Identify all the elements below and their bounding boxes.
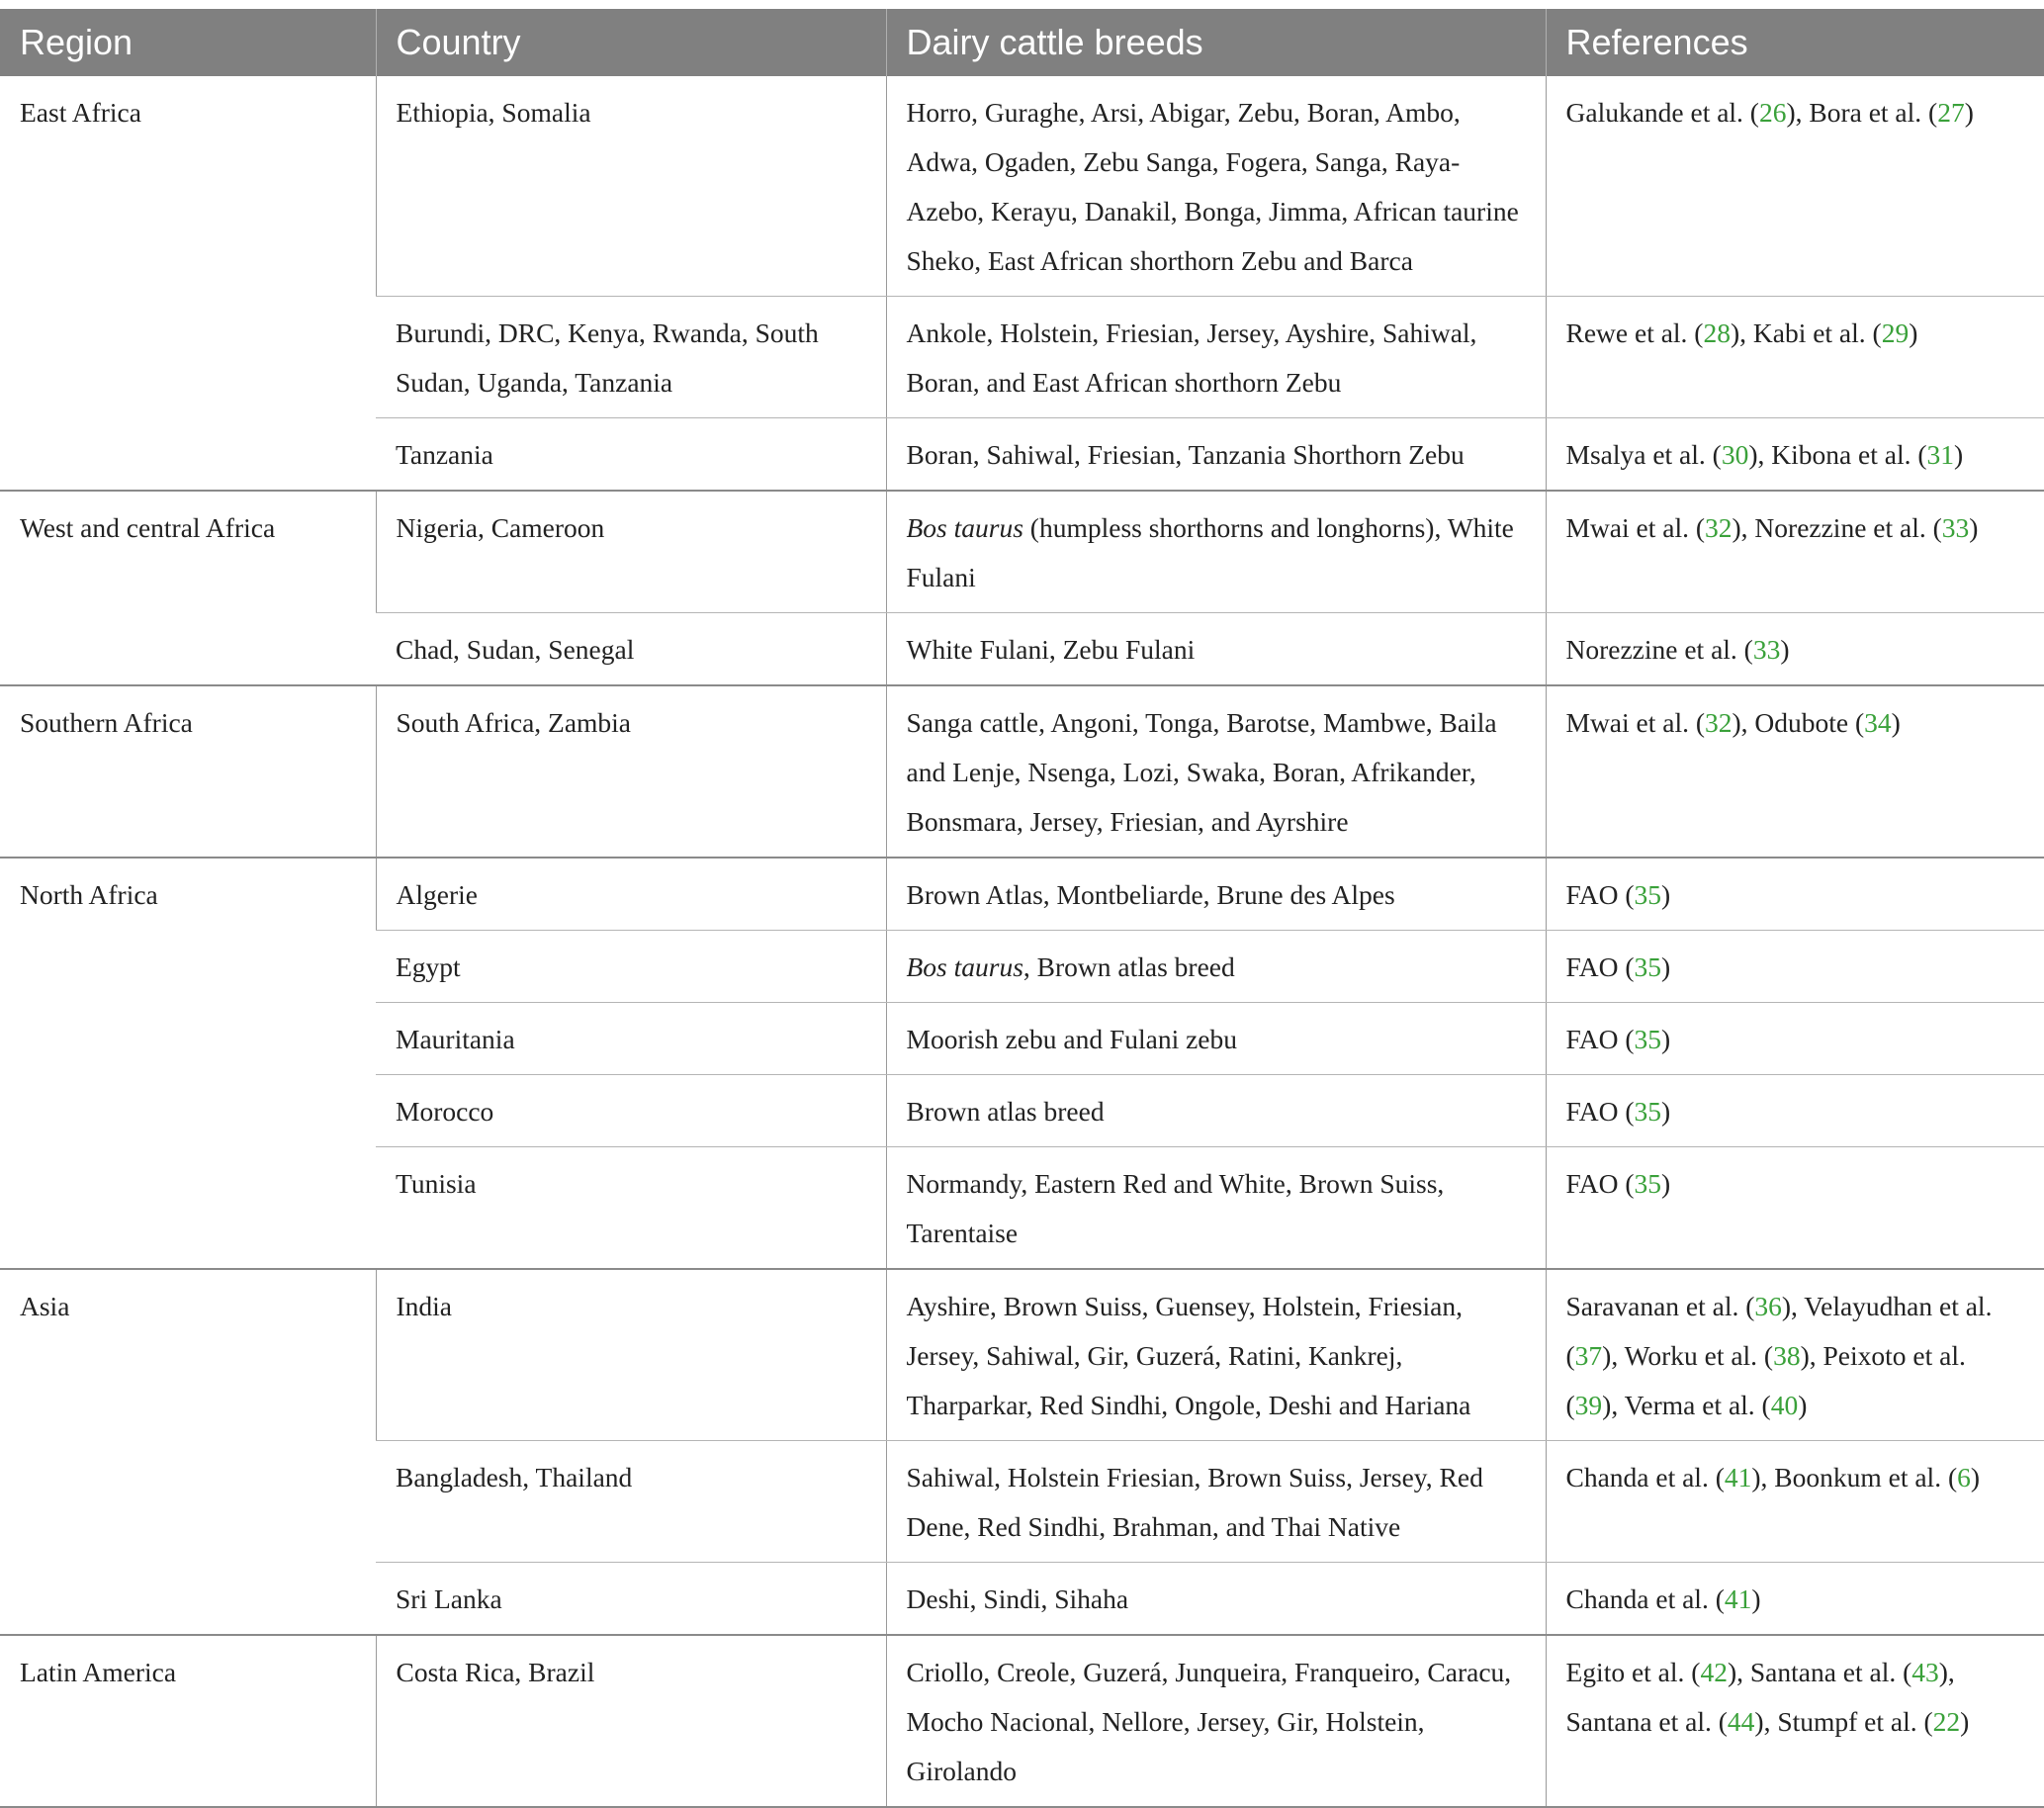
table-row xyxy=(0,76,2044,297)
reference-text: FAO ( xyxy=(1565,1168,1635,1199)
citation-number: 29 xyxy=(1881,317,1910,348)
citation-number: 35 xyxy=(1634,1096,1662,1127)
citation-number: 33 xyxy=(1941,512,1970,543)
breeds-cell xyxy=(886,931,1546,1003)
table-row xyxy=(0,1635,2044,1807)
references-cell xyxy=(1546,685,2044,858)
reference-text: ) xyxy=(1751,1583,1761,1614)
reference-text: ) xyxy=(1960,1706,1970,1737)
reference-text: ), Boonkum et al. ( xyxy=(1751,1462,1958,1492)
breeds-text: (humpless shorthorns and longhorns), White Fulani xyxy=(906,512,1514,592)
reference-text: Chanda et al. ( xyxy=(1565,1462,1725,1492)
breeds-text: White Fulani, Zebu Fulani xyxy=(906,634,1196,665)
reference-text: ), Santana et al. ( xyxy=(1727,1657,1912,1687)
region-cell: Asia xyxy=(0,1269,376,1635)
table-row xyxy=(0,491,2044,613)
breeds-text: Moorish zebu and Fulani zebu xyxy=(906,1024,1238,1054)
citation-number: 36 xyxy=(1754,1291,1782,1321)
table-row xyxy=(0,858,2044,931)
citation-number: 43 xyxy=(1911,1657,1939,1687)
breeds-text: Boran, Sahiwal, Friesian, Tanzania Shorthorn Zebu xyxy=(906,439,1465,470)
reference-text: ), Santana et al. ( xyxy=(1565,1657,1955,1737)
reference-text: ), Verma et al. ( xyxy=(1602,1390,1771,1420)
breeds-cell xyxy=(886,1075,1546,1147)
breeds-text: Normandy, Eastern Red and White, Brown Suiss, Tarentaise xyxy=(906,1168,1445,1248)
table-row xyxy=(0,685,2044,858)
breeds-cell xyxy=(886,685,1546,858)
breeds-text: Ayshire, Brown Suiss, Guensey, Holstein, Friesian, Jersey, Sahiwal, Gir, Guzerá, Ratini, Kankrej, Tharparkar, Red Sindhi, Ongole, Deshi and Hariana xyxy=(906,1291,1471,1420)
reference-text: Norezzine et al. ( xyxy=(1565,634,1753,665)
citation-number: 40 xyxy=(1770,1390,1799,1420)
reference-text: ), Stumpf et al. ( xyxy=(1754,1706,1933,1737)
reference-text: ) xyxy=(1970,1462,1981,1492)
reference-text: ), Peixoto et al. ( xyxy=(1565,1340,1966,1420)
country-cell: Morocco xyxy=(376,1075,886,1147)
reference-text: FAO ( xyxy=(1565,1096,1635,1127)
country-cell: Tunisia xyxy=(376,1147,886,1270)
citation-number: 33 xyxy=(1752,634,1781,665)
reference-text: FAO ( xyxy=(1565,1024,1635,1054)
breeds-cell xyxy=(886,491,1546,613)
citation-number: 31 xyxy=(1926,439,1955,470)
references-cell xyxy=(1546,613,2044,686)
reference-text: ), Odubote ( xyxy=(1732,707,1865,738)
citation-number: 39 xyxy=(1574,1390,1603,1420)
reference-text: ) xyxy=(1909,317,1918,348)
references-cell xyxy=(1546,1635,2044,1807)
reference-text: FAO ( xyxy=(1565,951,1635,982)
country-cell: Burundi, DRC, Kenya, Rwanda, South Sudan, Uganda, Tanzania xyxy=(376,297,886,418)
references-cell xyxy=(1546,418,2044,492)
breeds-text: Brown Atlas, Montbeliarde, Brune des Alpes xyxy=(906,879,1395,910)
reference-text: ) xyxy=(1969,512,1979,543)
country-cell: Bangladesh, Thailand xyxy=(376,1441,886,1563)
citation-number: 35 xyxy=(1634,1168,1662,1199)
reference-text: ) xyxy=(1964,97,1974,128)
breeds-cell xyxy=(886,1147,1546,1270)
country-cell: India xyxy=(376,1269,886,1441)
breeds-cell xyxy=(886,1635,1546,1807)
country-cell: Costa Rica, Brazil xyxy=(376,1635,886,1807)
reference-text: ), Kabi et al. ( xyxy=(1730,317,1882,348)
region-cell: West and central Africa xyxy=(0,491,376,685)
references-cell xyxy=(1546,1003,2044,1075)
reference-text: ) xyxy=(1780,634,1790,665)
region-cell: East Africa xyxy=(0,76,376,491)
reference-text: Mwai et al. ( xyxy=(1565,512,1706,543)
references-cell xyxy=(1546,76,2044,297)
breeds-text: Sanga cattle, Angoni, Tonga, Barotse, Mambwe, Baila and Lenje, Nsenga, Lozi, Swaka, Boran, Afrikander, Bonsmara, Jersey, Friesian, and Ayrshire xyxy=(906,707,1497,837)
breeds-cell xyxy=(886,1003,1546,1075)
citation-number: 32 xyxy=(1705,512,1733,543)
references-cell xyxy=(1546,491,2044,613)
citation-number: 44 xyxy=(1727,1706,1755,1737)
breeds-cell xyxy=(886,613,1546,686)
breeds-text: Brown atlas breed xyxy=(906,1096,1105,1127)
reference-text: ) xyxy=(1954,439,1964,470)
column-header-breeds: Dairy cattle breeds xyxy=(886,9,1546,76)
breeds-cell xyxy=(886,76,1546,297)
citation-number: 28 xyxy=(1703,317,1731,348)
citation-number: 38 xyxy=(1773,1340,1801,1371)
country-cell: Egypt xyxy=(376,931,886,1003)
citation-number: 27 xyxy=(1937,97,1965,128)
region-cell: Southern Africa xyxy=(0,685,376,858)
reference-text: ), Kibona et al. ( xyxy=(1748,439,1927,470)
reference-text: ) xyxy=(1661,951,1671,982)
reference-text: ), Worku et al. ( xyxy=(1602,1340,1774,1371)
reference-text: Saravanan et al. ( xyxy=(1565,1291,1755,1321)
citation-number: 22 xyxy=(1932,1706,1961,1737)
region-cell: Latin America xyxy=(0,1635,376,1807)
header-row xyxy=(0,9,2044,76)
breeds-text: Sahiwal, Holstein Friesian, Brown Suiss, Jersey, Red Dene, Red Sindhi, Brahman, and Thai Native xyxy=(906,1462,1483,1542)
reference-text: FAO ( xyxy=(1565,879,1635,910)
references-cell xyxy=(1546,1269,2044,1441)
breeds-text: Horro, Guraghe, Arsi, Abigar, Zebu, Boran, Ambo, Adwa, Ogaden, Zebu Sanga, Fogera, Sanga, Raya-Azebo, Kerayu, Danakil, Bonga, Jimma, African taurine Sheko, East African shorthorn Zebu and Barca xyxy=(906,97,1519,276)
references-cell xyxy=(1546,931,2044,1003)
country-cell: Chad, Sudan, Senegal xyxy=(376,613,886,686)
reference-text: ), Bora et al. ( xyxy=(1786,97,1938,128)
references-cell xyxy=(1546,1147,2044,1270)
reference-text: Chanda et al. ( xyxy=(1565,1583,1725,1614)
breeds-text: Criollo, Creole, Guzerá, Junqueira, Franqueiro, Caracu, Mocho Nacional, Nellore, Jersey, Gir, Holstein, Girolando xyxy=(906,1657,1512,1786)
country-cell: Sri Lanka xyxy=(376,1563,886,1636)
reference-text: ) xyxy=(1661,1168,1671,1199)
breeds-cell xyxy=(886,1269,1546,1441)
citation-number: 26 xyxy=(1758,97,1787,128)
citation-number: 30 xyxy=(1721,439,1749,470)
table-row xyxy=(0,1269,2044,1441)
reference-text: Mwai et al. ( xyxy=(1565,707,1706,738)
country-cell: Mauritania xyxy=(376,1003,886,1075)
reference-text: ), Norezzine et al. ( xyxy=(1732,512,1942,543)
reference-text: ) xyxy=(1798,1390,1808,1420)
reference-text: Rewe et al. ( xyxy=(1565,317,1704,348)
references-cell xyxy=(1546,1441,2044,1563)
citation-number: 35 xyxy=(1634,1024,1662,1054)
reference-text: ) xyxy=(1891,707,1901,738)
citation-number: 42 xyxy=(1700,1657,1728,1687)
citation-number: 41 xyxy=(1724,1462,1752,1492)
citation-number: 35 xyxy=(1634,951,1662,982)
citation-number: 37 xyxy=(1574,1340,1603,1371)
country-cell: South Africa, Zambia xyxy=(376,685,886,858)
italic-species-name: Bos taurus xyxy=(906,512,1023,543)
breeds-cell xyxy=(886,858,1546,931)
table-body xyxy=(0,76,2044,1807)
reference-text: ) xyxy=(1661,879,1671,910)
citation-number: 6 xyxy=(1957,1462,1971,1492)
breeds-text: , Brown atlas breed xyxy=(1022,951,1235,982)
breeds-cell xyxy=(886,1441,1546,1563)
region-cell: North Africa xyxy=(0,858,376,1269)
reference-text: ) xyxy=(1661,1096,1671,1127)
breeds-cell xyxy=(886,297,1546,418)
references-cell xyxy=(1546,297,2044,418)
citation-number: 34 xyxy=(1864,707,1892,738)
breeds-cell xyxy=(886,1563,1546,1636)
reference-text: ), Velayudhan et al. ( xyxy=(1565,1291,1993,1371)
country-cell: Tanzania xyxy=(376,418,886,492)
country-cell: Algerie xyxy=(376,858,886,931)
table-header xyxy=(0,9,2044,76)
citation-number: 41 xyxy=(1724,1583,1752,1614)
breeds-text: Deshi, Sindi, Sihaha xyxy=(906,1583,1129,1614)
breeds-text: Ankole, Holstein, Friesian, Jersey, Ayshire, Sahiwal, Boran, and East African shorthorn Zebu xyxy=(906,317,1477,398)
country-cell: Ethiopia, Somalia xyxy=(376,76,886,297)
references-cell xyxy=(1546,1563,2044,1636)
column-header-references: References xyxy=(1546,9,2044,76)
column-header-country: Country xyxy=(376,9,886,76)
breeds-cell xyxy=(886,418,1546,492)
reference-text: Galukande et al. ( xyxy=(1565,97,1759,128)
reference-text: Msalya et al. ( xyxy=(1565,439,1722,470)
references-cell xyxy=(1546,1075,2044,1147)
italic-species-name: Bos taurus xyxy=(906,951,1023,982)
reference-text: ) xyxy=(1661,1024,1671,1054)
citation-number: 35 xyxy=(1634,879,1662,910)
column-header-region: Region xyxy=(0,9,376,76)
citation-number: 32 xyxy=(1705,707,1733,738)
references-cell xyxy=(1546,858,2044,931)
country-cell: Nigeria, Cameroon xyxy=(376,491,886,613)
reference-text: Egito et al. ( xyxy=(1565,1657,1701,1687)
breeds-table xyxy=(0,9,2044,1808)
